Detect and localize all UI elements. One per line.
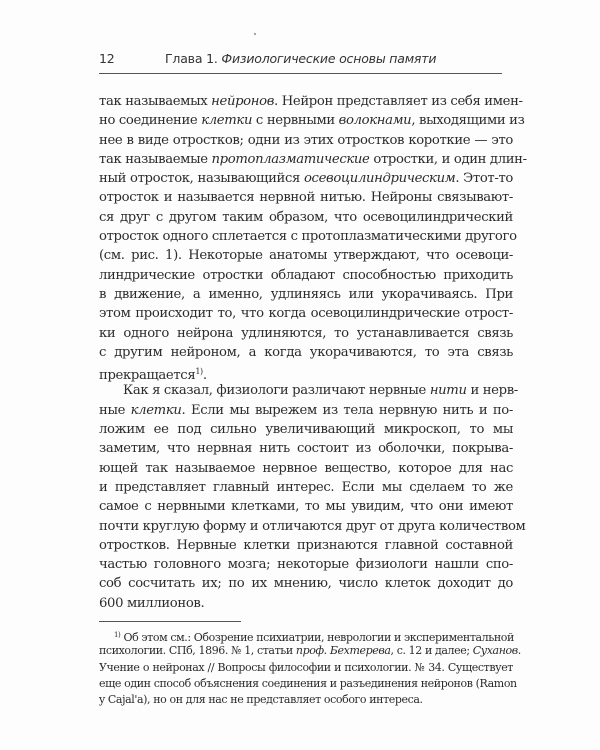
text-line	[99, 643, 521, 659]
page-number: 12	[99, 51, 115, 66]
text-run: отросток одного сплетается с протоплазматическими другого	[99, 229, 517, 245]
text-run: частью головного мозга; некоторые физиологи нашли спо-	[99, 557, 513, 573]
text-line	[99, 401, 513, 420]
paragraph-1	[99, 92, 527, 384]
text-run: Об этом см.: Обозрение психиатрии, неврологии и экспериментальной	[120, 631, 514, 644]
text-run: прекращается	[99, 368, 196, 384]
text-line	[99, 111, 525, 130]
text-line	[99, 478, 513, 497]
italic-term: протоплазматические	[211, 151, 370, 167]
italic-term: проф. Бехтерева	[295, 644, 391, 658]
text-run: нее в виде отростков; одни из этих отростков короткие — это	[99, 132, 513, 148]
paragraph-2	[99, 381, 526, 613]
text-run: соб сосчитать их; по их мнению, число клеток доходит до	[99, 576, 513, 592]
text-line	[99, 304, 513, 323]
text-line	[99, 439, 513, 458]
header-rule	[99, 73, 502, 74]
text-line	[99, 266, 513, 285]
text-run: ки одного нейрона удлиняются, то устанавливается связь	[99, 325, 513, 341]
footnote-text	[99, 627, 521, 708]
text-run: так называемые	[99, 151, 212, 167]
text-line	[99, 574, 513, 593]
text-run: психологии. СПб, 1896. № 1, статьи	[99, 644, 296, 658]
text-run: но соединение	[99, 113, 202, 129]
italic-term: клетки	[201, 113, 253, 129]
text-run: ся друг с другом таким образом, что осевоцилиндрический	[99, 209, 513, 225]
italic-term: клетки	[130, 402, 182, 418]
italic-term: осевоцилиндрическим	[303, 171, 456, 187]
text-line	[99, 227, 517, 246]
text-run: .	[202, 368, 207, 384]
text-run: .	[517, 644, 521, 658]
text-run: отростков. Нервные клетки признаются главной составной	[99, 537, 513, 553]
text-line	[99, 692, 513, 708]
text-line	[99, 208, 513, 227]
text-line	[99, 343, 513, 362]
text-run: заметим, что нервная нить состоит из оболочки, покрыва-	[99, 441, 513, 457]
text-run: и представляет главный интерес. Если мы сделаем то же	[99, 479, 513, 495]
text-run: Как я сказал, физиологи различают нервные	[123, 383, 430, 399]
text-run: с другим нейроном, а когда укорачиваются, то эта связь	[99, 344, 513, 360]
text-run: этом происходит то, что когда осевоцилиндрические отрост-	[99, 306, 513, 322]
text-line	[99, 92, 523, 111]
text-line	[99, 594, 513, 613]
chapter-label: Глава 1.	[165, 51, 218, 66]
text-run: . Нейрон представляет из себя имен-	[274, 94, 523, 109]
text-line	[99, 676, 517, 692]
chapter-heading	[165, 51, 436, 66]
text-run: , выходящими из	[411, 113, 525, 129]
print-speck	[254, 33, 256, 35]
text-line	[99, 324, 513, 343]
text-run: y Cajal'a), но он для нас не представляет особого интереса.	[99, 693, 423, 707]
text-line	[99, 150, 527, 169]
text-run: почти круглую форму и отличаются друг от друга количеством	[99, 518, 526, 534]
text-run: еще один способ объяснения соединения и разъединения нейронов (Ramon	[99, 676, 517, 690]
text-line	[99, 362, 513, 384]
text-line	[99, 660, 513, 676]
text-line	[99, 131, 513, 150]
body-text	[99, 92, 527, 613]
footnote-marker: 1)	[114, 631, 121, 639]
text-run: отросток и называется нервной нитью. Нейроны связывают-	[99, 190, 513, 206]
text-line	[99, 420, 513, 439]
italic-term: нейронов	[211, 94, 275, 109]
text-run: Учение о нейронах // Вопросы философии и психологии. № 34. Существует	[99, 660, 513, 674]
text-run: линдрические отростки обладают способностью приходить	[99, 267, 513, 283]
text-line	[99, 381, 518, 400]
text-run: ющей так называемое нервное вещество, которое для нас	[99, 460, 513, 476]
text-line	[99, 169, 513, 188]
text-run: с нервными	[252, 113, 339, 129]
text-run: , с. 12 и далее;	[390, 644, 473, 658]
text-run: так называемых	[99, 94, 212, 109]
text-run: ный отросток, называющийся	[99, 171, 304, 187]
text-run: в движение, а именно, удлиняясь или укорачиваясь. При	[99, 286, 513, 302]
footnote	[99, 627, 521, 708]
chapter-title: Физиологические основы памяти	[221, 51, 437, 66]
text-run: ложим ее под сильно увеличивающий микроскоп, то мы	[99, 422, 513, 438]
text-run: отростки, и один длин-	[369, 151, 527, 167]
text-line	[99, 536, 513, 555]
text-run: (см. рис. 1). Некоторые анатомы утверждают, что осевоци-	[99, 248, 513, 264]
text-line	[99, 285, 513, 304]
text-run: самое с нервными клетками, то мы увидим, что они имеют	[99, 499, 513, 515]
italic-term: волокнами	[338, 113, 412, 129]
text-run: . Если мы вырежем из тела нервную нить и по-	[181, 402, 514, 418]
text-line	[99, 517, 526, 536]
text-run: . Этот-то	[455, 171, 513, 187]
italic-term: нити	[429, 383, 467, 399]
text-line	[99, 555, 513, 574]
text-line	[99, 246, 513, 265]
text-line	[99, 459, 513, 478]
footnote-marker: 1)	[195, 367, 203, 377]
text-run: 600 миллионов.	[99, 595, 205, 611]
italic-term: Суханов	[472, 644, 518, 658]
text-run: ные	[99, 402, 131, 418]
footnote-rule	[99, 621, 241, 622]
running-head	[99, 51, 439, 71]
text-run: и нерв-	[466, 383, 518, 399]
text-line	[99, 188, 513, 207]
text-line	[99, 627, 513, 643]
text-line	[99, 497, 513, 516]
